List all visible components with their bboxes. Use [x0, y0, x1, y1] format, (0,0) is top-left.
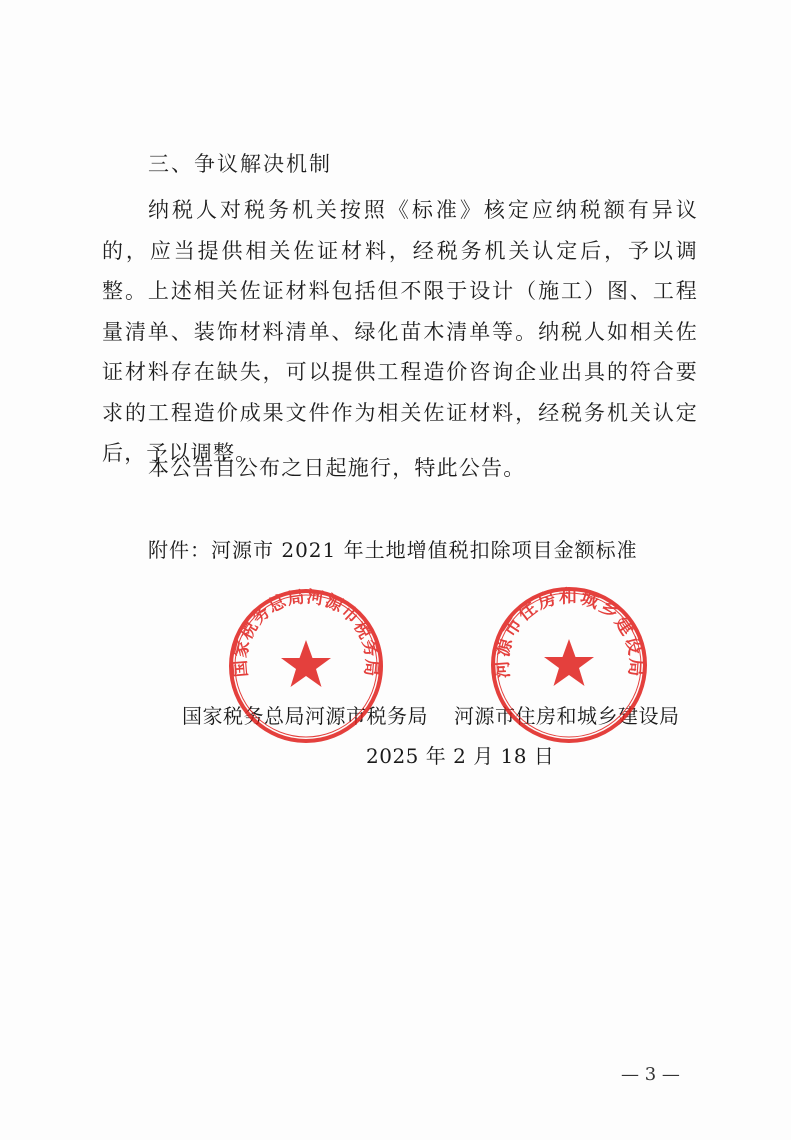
- section-heading: 三、争议解决机制: [148, 152, 332, 176]
- body-paragraph-2: 本公告自公布之日起施行，特此公告。: [148, 456, 526, 480]
- seal-1-star-icon: [281, 640, 331, 687]
- official-seal-1: [226, 586, 386, 746]
- seal-2-text: 河源市住房和城乡建设局: [491, 586, 647, 680]
- seal-2-star-icon: [544, 639, 594, 686]
- body-paragraph-1: 纳税人对税务机关按照《标准》核定应纳税额有异议的，应当提供相关佐证材料，经税务机关认定后，予以调整。上述相关佐证材料包括但不限于设计（施工）图、工程量清单、装饰材料清单、绿化苗木清单等。纳税人如相关佐证材料存在缺失，可以提供工程造价咨询企业出具的符合要求的工程造价成果文件作为相关佐证材料，经税务机关认定后，予以调整。: [102, 198, 698, 465]
- issue-date: 2025 年 2 月 18 日: [366, 744, 555, 768]
- page-number: — 3 —: [621, 1064, 680, 1085]
- issuer-1: 国家税务总局河源市税务局: [182, 704, 428, 728]
- official-seal-2: [488, 584, 650, 746]
- attachment-line: 附件：河源市 2021 年土地增值税扣除项目金额标准: [148, 538, 638, 562]
- seal-1-text: 国家税务总局河源市税务局: [230, 587, 382, 678]
- issuer-2: 河源市住房和城乡建设局: [454, 704, 680, 728]
- body-paragraph-1-container: [102, 190, 698, 474]
